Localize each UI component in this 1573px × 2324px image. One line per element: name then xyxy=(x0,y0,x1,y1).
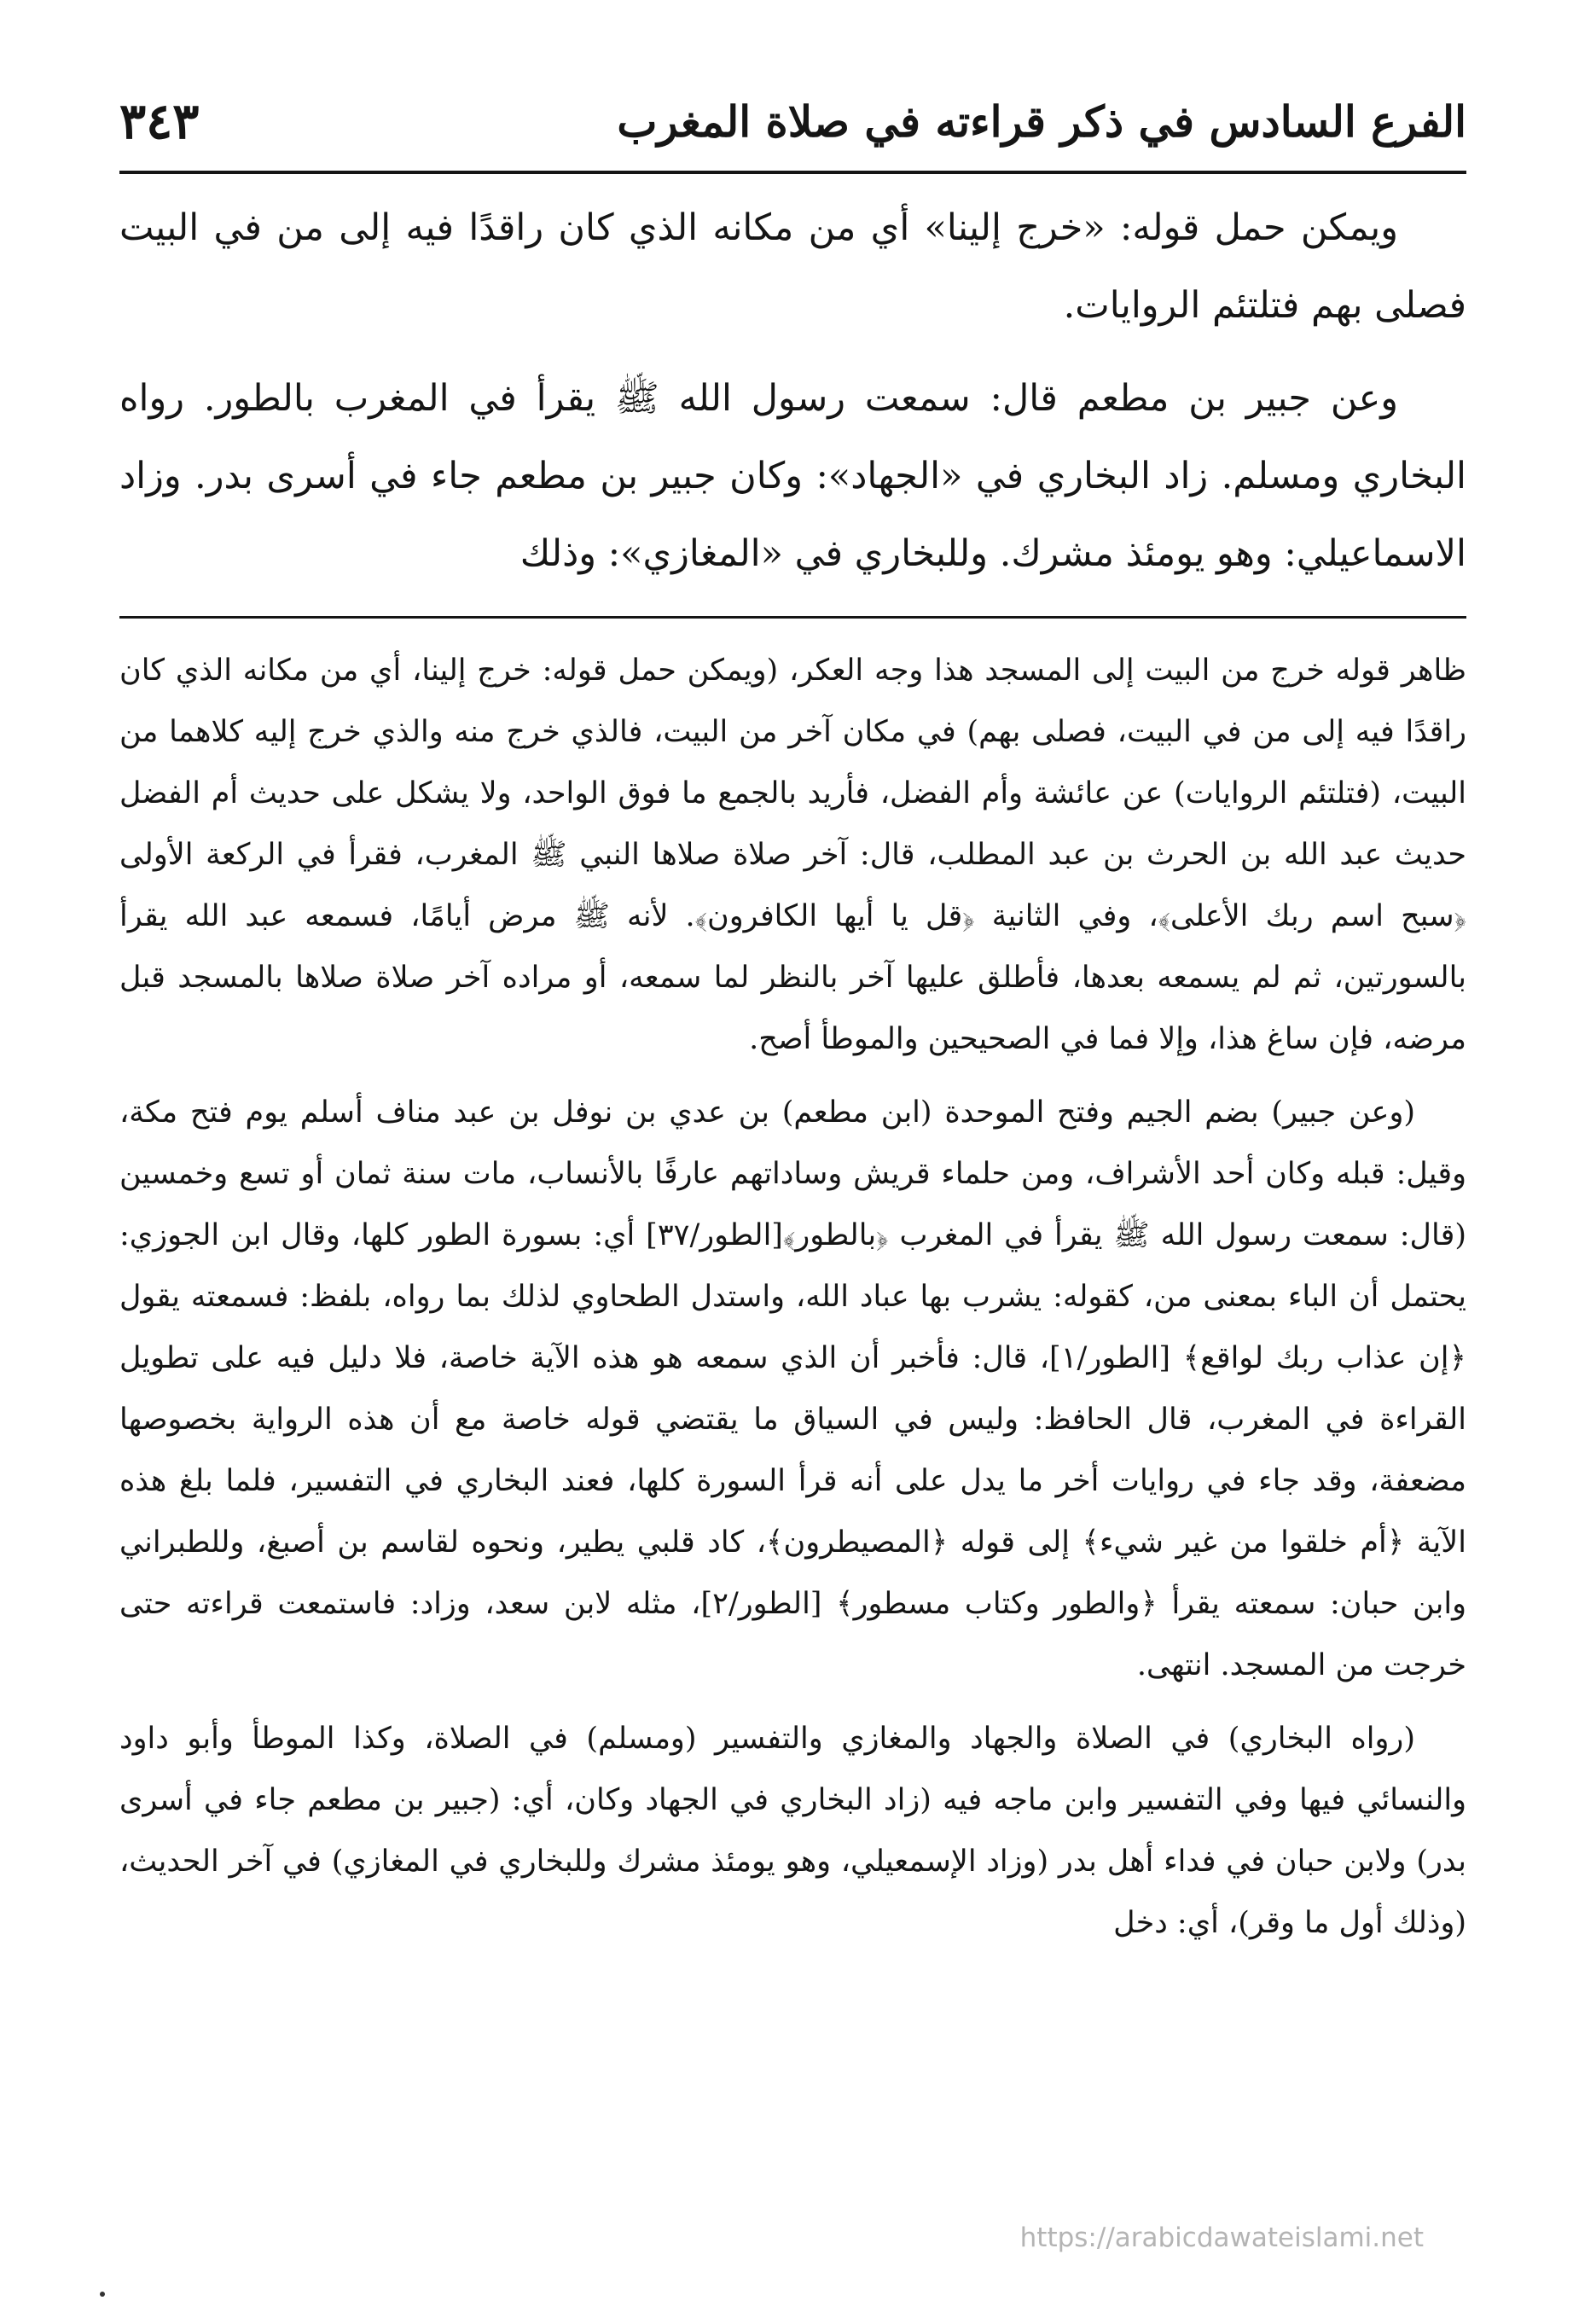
page-number: ٣٤٣ xyxy=(119,92,200,150)
watermark-url: https://arabicdawateislami.net xyxy=(1019,2222,1424,2253)
commentary-paragraph: ظاهر قوله خرج من البيت إلى المسجد هذا وجه العكر، (ويمكن حمل قوله: خرج إلينا، أي من مكانه الذي كان راقدًا فيه إلى من في البيت، فصلى بهم) في مكان آخر من البيت، فالذي خرج منه والذي خرج إليه كلاهما من البيت، (فتلتئم الروايات) عن عائشة وأم الفضل، فأريد بالجمع ما فوق الواحد، ولا يشكل على حديث أم الفضل حديث عبد الله بن الحرث بن عبد المطلب، قال: آخر صلاة صلاها النبي ﷺ المغرب، فقرأ في الركعة الأولى ﴿سبح اسم ربك الأعلى﴾، وفي الثانية ﴿قل يا أيها الكافرون﴾. لأنه ﷺ مرض أيامًا، فسمعه عبد الله يقرأ بالسورتين، ثم لم يسمعه بعدها، فأطلق عليها آخر بالنظر لما سمعه، أو مراده آخر صلاة صلاها بالمسجد قبل مرضه، فإن ساغ هذا، وإلا فما في الصحيحين والموطأ أصح. xyxy=(119,654,1466,1056)
scan-speck xyxy=(100,2292,105,2297)
header-rule xyxy=(119,171,1466,174)
running-header xyxy=(119,78,1466,164)
chapter-title: الفرع السادس في ذكر قراءته في صلاة المغرب xyxy=(617,96,1466,147)
main-paragraph: وعن جبير بن مطعم قال: سمعت رسول الله ﷺ يقرأ في المغرب بالطور. رواه البخاري ومسلم. زاد البخاري في «الجهاد»: وكان جبير بن مطعم جاء في أسرى بدر. وزاد الاسماعيلي: وهو يومئذ مشرك. وللبخاري في «المغازي»: وذلك xyxy=(119,377,1466,575)
main-paragraph: ويمكن حمل قوله: «خرج إلينا» أي من مكانه الذي كان راقدًا فيه إلى من في البيت فصلى بهم فتلتئم الروايات. xyxy=(119,206,1466,327)
commentary-paragraph: (وعن جبير) بضم الجيم وفتح الموحدة (ابن مطعم) بن عدي بن نوفل بن عبد مناف أسلم يوم فتح مكة، وقيل: قبله وكان أحد الأشراف، ومن حلماء قريش وساداتهم عارفًا بالأنساب، مات سنة ثمان أو تسع وخمسين (قال: سمعت رسول الله ﷺ يقرأ في المغرب ﴿بالطور﴾[الطور/٣٧] أي: بسورة الطور كلها، وقال ابن الجوزي: يحتمل أن الباء بمعنى من، كقوله: يشرب بها عباد الله، واستدل الطحاوي لذلك بما رواه، بلفظ: فسمعته يقول ﴿إن عذاب ربك لواقع﴾ [الطور/١]، قال: فأخبر أن الذي سمعه هو هذه الآية خاصة، فلا دليل فيه على تطويل القراءة في المغرب، قال الحافظ: وليس في السياق ما يقتضي قوله خاصة مع أن هذه الرواية بخصوصها مضعفة، وقد جاء في روايات أخر ما يدل على أنه قرأ السورة كلها، فعند البخاري في التفسير، فلما بلغ هذه الآية ﴿أم خلقوا من غير شيء﴾ إلى قوله ﴿المصيطرون﴾، كاد قلبي يطير، ونحوه لقاسم بن أصبغ، وللطبراني وابن حبان: سمعته يقرأ ﴿والطور وكتاب مسطور﴾ [الطور/٢]، مثله لابن سعد، وزاد: فاستمعت قراءته حتى خرجت من المسجد. انتهى. xyxy=(119,1095,1467,1682)
main-text xyxy=(119,189,1466,608)
commentary-text xyxy=(119,640,1466,1966)
commentary-paragraph: (رواه البخاري) في الصلاة والجهاد والمغازي والتفسير (ومسلم) في الصلاة، وكذا الموطأ وأبو داود والنسائي فيها وفي التفسير وابن ماجه فيه (زاد البخاري في الجهاد وكان، أي: (جبير بن مطعم جاء في أسرى بدر) ولابن حبان في فداء أهل بدر (وزاد الإسمعيلي، وهو يومئذ مشرك وللبخاري في المغازي) في آخر الحديث، (وذلك أول ما وقر)، أي: دخل xyxy=(119,1722,1466,1940)
footnote-separator xyxy=(119,616,1466,619)
